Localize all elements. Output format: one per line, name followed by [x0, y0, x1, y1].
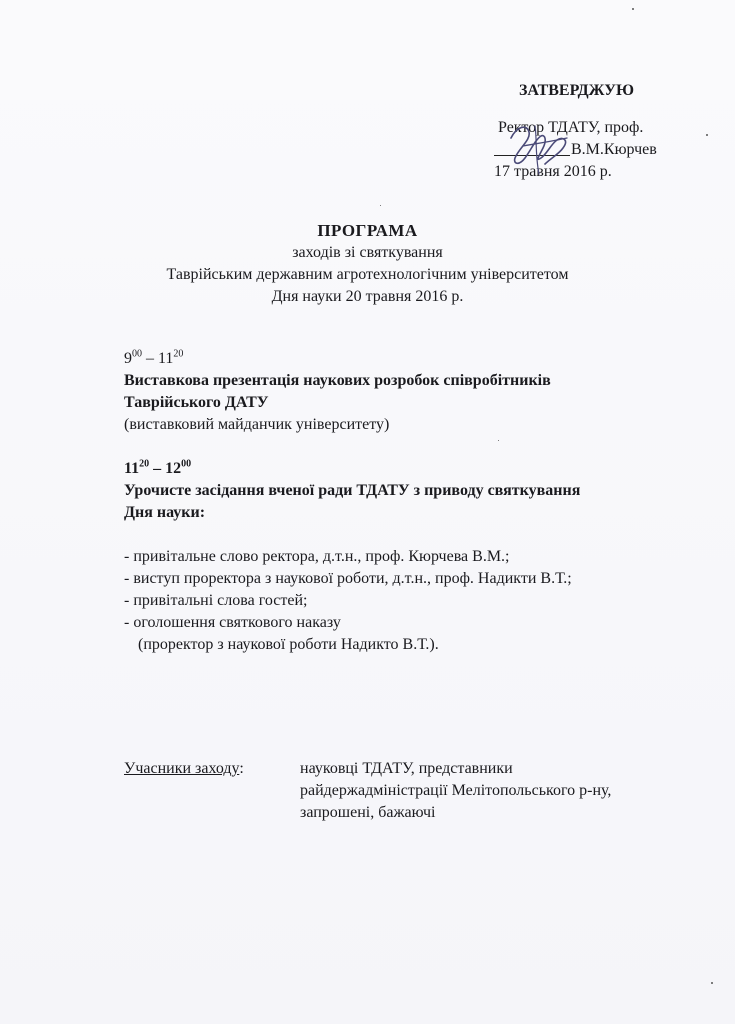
- participants-label: Учасники заходу: [124, 760, 240, 777]
- event-1-title-line-2: Таврійського ДАТУ: [124, 394, 269, 411]
- scan-speck: [380, 205, 381, 206]
- participants-colon: :: [239, 760, 244, 777]
- event-2-time: [124, 458, 704, 480]
- event-2-title-line-2: Дня науки:: [124, 504, 206, 521]
- scan-speck: [632, 8, 634, 10]
- scan-speck: [711, 982, 713, 984]
- event-2-end-hour: 12: [165, 460, 182, 477]
- program-title: ПРОГРАМА: [317, 221, 418, 240]
- agenda-item-2: - виступ проректора з наукової роботи, д.т.н., проф. Надикти В.Т.;: [124, 570, 572, 587]
- event-1-time-sep: –: [142, 350, 158, 367]
- approval-date: 17 травня 2016 р.: [494, 163, 612, 180]
- participants-line-3: запрошені, бажаючі: [300, 804, 436, 821]
- event-1-time: [124, 348, 704, 370]
- handwritten-signature: [505, 118, 575, 180]
- event-2-time-sep: –: [149, 460, 166, 477]
- participants-line-1: науковці ТДАТУ, представники: [300, 760, 513, 777]
- agenda-item-4: - оголошення святкового наказу: [124, 614, 341, 631]
- program-title-block: [0, 220, 735, 308]
- program-subtitle-1: заходів зі святкування: [292, 244, 443, 261]
- event-1-title-line-1: Виставкова презентація наукових розробок співробітників: [124, 372, 551, 389]
- event-1-start-min: 00: [132, 348, 142, 360]
- program-subtitle-3: Дня науки 20 травня 2016 р.: [271, 288, 464, 305]
- scan-speck: [706, 134, 708, 136]
- participants-value: [300, 758, 611, 824]
- program-subtitle-2: Таврійським державним агротехнологічним університетом: [166, 266, 569, 283]
- event-1-location: (виставковий майданчик університету): [124, 416, 390, 433]
- approval-heading: ЗАТВЕРДЖУЮ: [518, 82, 634, 99]
- participants-line-2: райдержадміністрації Мелітопольського р-ну,: [300, 782, 612, 799]
- approval-signer-name: В.М.Кюрчев: [571, 141, 657, 158]
- event-1-start-hour: 9: [124, 350, 132, 367]
- agenda-item-1: - привітальне слово ректора, д.т.н., проф. Кюрчева В.М.;: [124, 548, 510, 565]
- scan-speck: [498, 440, 499, 441]
- participants-label-wrap: [124, 758, 300, 824]
- event-1-end-hour: 11: [158, 350, 174, 367]
- program-body: [124, 348, 704, 656]
- approval-rector-line: Ректор ТДАТУ, проф.: [498, 119, 644, 136]
- event-2-end-min: 00: [181, 458, 192, 470]
- event-2-start-hour: 11: [124, 460, 140, 477]
- event-1-end-min: 20: [173, 348, 184, 360]
- agenda-item-3: - привітальні слова гостей;: [124, 592, 308, 609]
- agenda-note: (проректор з наукової роботи Надикто В.Т.).: [138, 636, 439, 653]
- participants-block: [124, 758, 704, 824]
- event-2-start-min: 20: [139, 458, 150, 470]
- event-2-title-line-1: Урочисте засідання вченої ради ТДАТУ з приводу святкування: [124, 482, 581, 499]
